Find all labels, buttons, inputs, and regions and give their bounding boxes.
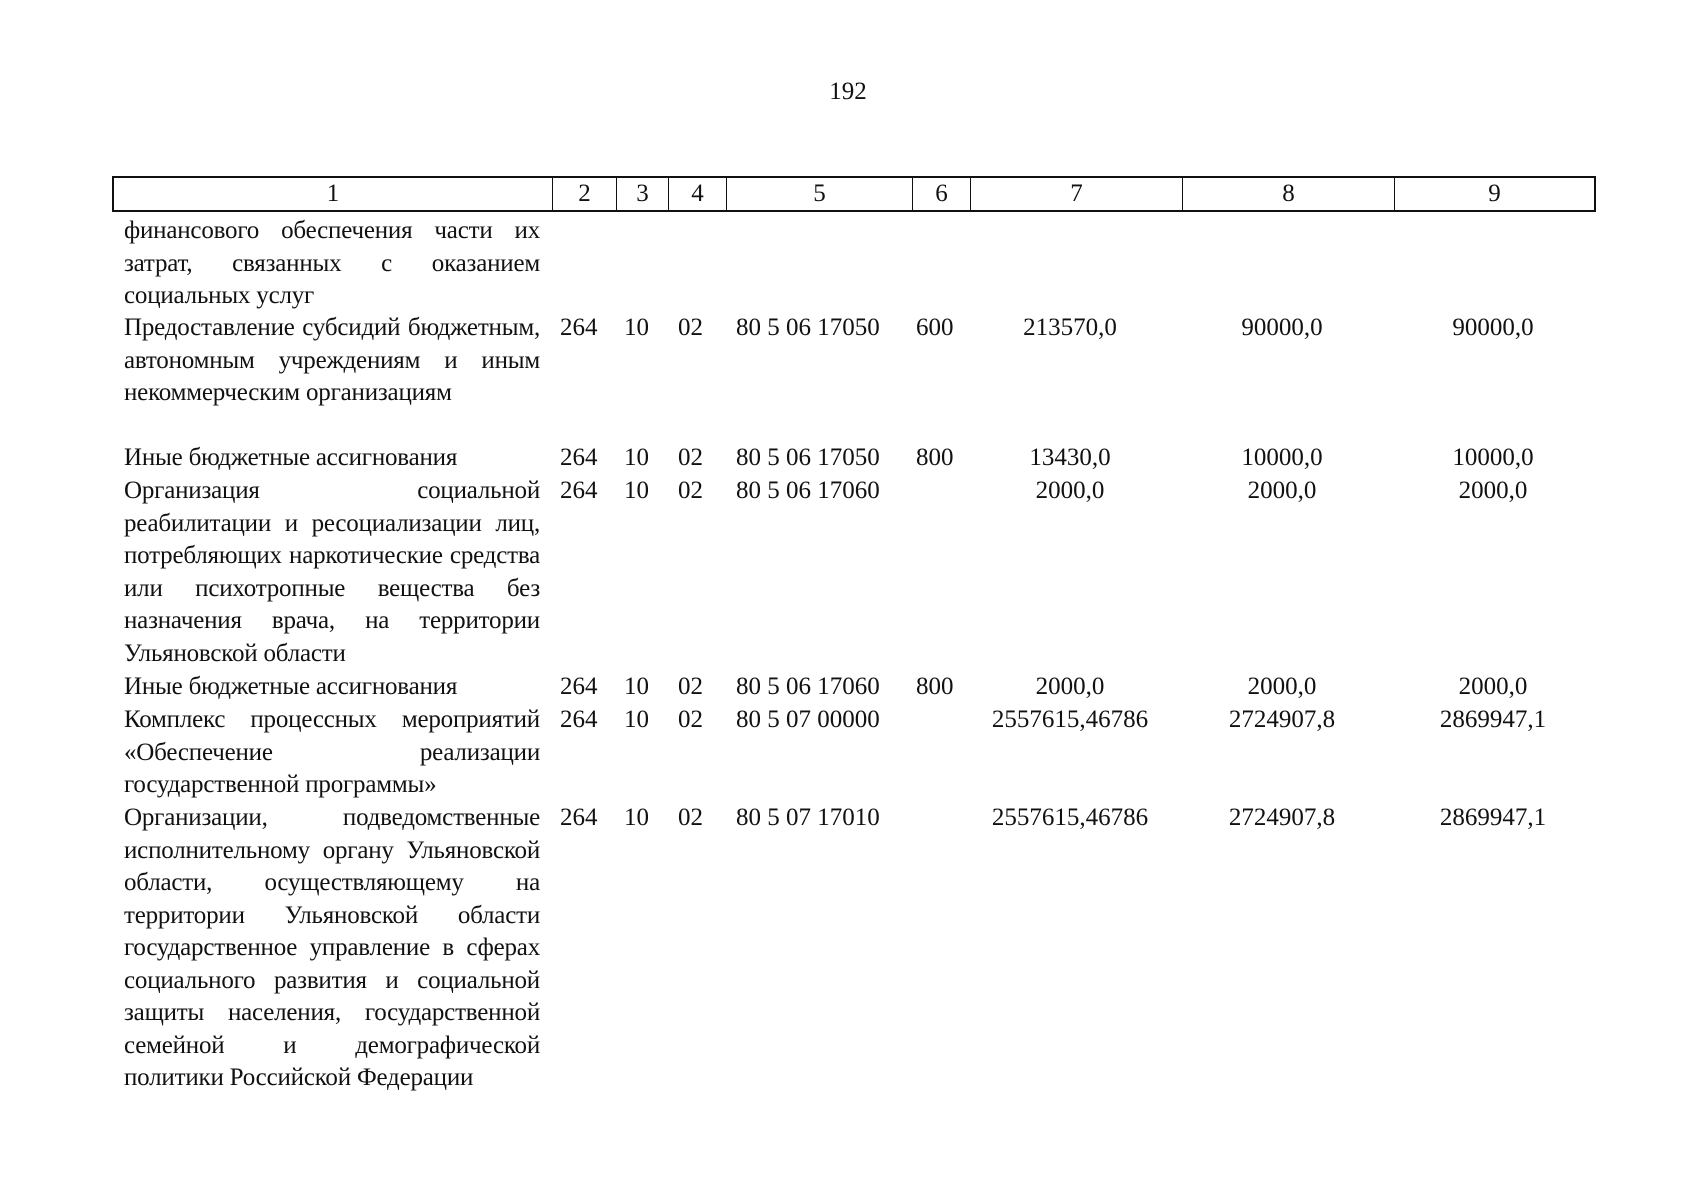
row-col-8: 2724907,8	[1228, 706, 1336, 733]
row-col-5: 80 5 07 00000	[736, 706, 880, 733]
row-col-2: 264	[560, 444, 598, 471]
row-col-7: 2000,0	[1035, 477, 1105, 504]
header-col-7: 7	[970, 178, 1182, 210]
row-col-6: 800	[916, 444, 954, 471]
row-col-5: 80 5 06 17050	[736, 444, 880, 471]
row-col-8: 2000,0	[1247, 477, 1317, 504]
row-name: финансового обеспечения части их затрат, связанных с оказанием социальных услуг	[124, 217, 540, 309]
row-col-2: 264	[560, 706, 598, 733]
row-col-5: 80 5 06 17050	[736, 314, 880, 341]
row-name: Предоставление субсидий бюджетным, автономным учреждениям и иным некоммерческим организациям	[124, 314, 540, 406]
row-col-9: 10000,0	[1452, 444, 1534, 471]
row-col-4: 02	[678, 314, 703, 341]
row-col-4: 02	[678, 804, 703, 831]
header-col-2: 2	[552, 178, 616, 210]
row-name: Иные бюджетные ассигнования	[124, 444, 458, 471]
header-col-6: 6	[912, 178, 970, 210]
row-col-4: 02	[678, 477, 703, 504]
row-col-9: 90000,0	[1452, 314, 1534, 341]
header-col-5: 5	[726, 178, 912, 210]
row-col-7: 2557615,46786	[991, 706, 1149, 733]
header-col-9: 9	[1394, 178, 1594, 210]
row-col-7: 2557615,46786	[991, 804, 1149, 831]
row-col-8: 90000,0	[1241, 314, 1323, 341]
row-col-6: 800	[916, 673, 954, 700]
row-col-6: 600	[916, 314, 954, 341]
row-col-4: 02	[678, 673, 703, 700]
header-col-1: 1	[326, 180, 340, 207]
row-col-3: 10	[624, 706, 649, 733]
row-name: Организация социальной реабилитации и ресоциализации лиц, потребляющих наркотические средства или психотропные вещества без назначения врача, на территории Ульяновской области	[124, 477, 540, 667]
row-col-3: 10	[624, 804, 649, 831]
row-col-5: 80 5 06 17060	[736, 477, 880, 504]
row-col-9: 2869947,1	[1439, 804, 1547, 831]
header-col-4: 4	[668, 178, 726, 210]
header-col-3: 3	[616, 178, 668, 210]
row-col-4: 02	[678, 444, 703, 471]
row-col-5: 80 5 06 17060	[736, 673, 880, 700]
row-col-7: 2000,0	[1035, 673, 1105, 700]
row-col-5: 80 5 07 17010	[736, 804, 880, 831]
row-col-3: 10	[624, 477, 649, 504]
row-col-9: 2000,0	[1458, 477, 1528, 504]
row-col-3: 10	[624, 444, 649, 471]
row-col-7: 213570,0	[1023, 314, 1117, 341]
table-header	[112, 176, 1596, 212]
page-number: 192	[829, 78, 867, 105]
row-col-2: 264	[560, 804, 598, 831]
row-col-2: 264	[560, 673, 598, 700]
row-col-9: 2869947,1	[1439, 706, 1547, 733]
row-col-3: 10	[624, 314, 649, 341]
row-name: Организации, подведомственные исполнительному органу Ульяновской области, осуществляющему на территории Ульяновской области государственное управление в сферах социального развития и социальной защиты населения, государственной семейной и демографической политики Российской Федерации	[124, 804, 540, 1091]
row-name: Иные бюджетные ассигнования	[124, 673, 458, 700]
header-col-8: 8	[1182, 178, 1394, 210]
row-col-8: 2000,0	[1247, 673, 1317, 700]
row-col-7: 13430,0	[1029, 444, 1111, 471]
row-col-8: 2724907,8	[1228, 804, 1336, 831]
row-col-4: 02	[678, 706, 703, 733]
row-col-3: 10	[624, 673, 649, 700]
row-col-8: 10000,0	[1241, 444, 1323, 471]
row-col-2: 264	[560, 314, 598, 341]
row-col-9: 2000,0	[1458, 673, 1528, 700]
row-name: Комплекс процессных мероприятий «Обеспечение реализации государственной программы»	[124, 706, 540, 798]
row-col-2: 264	[560, 477, 598, 504]
